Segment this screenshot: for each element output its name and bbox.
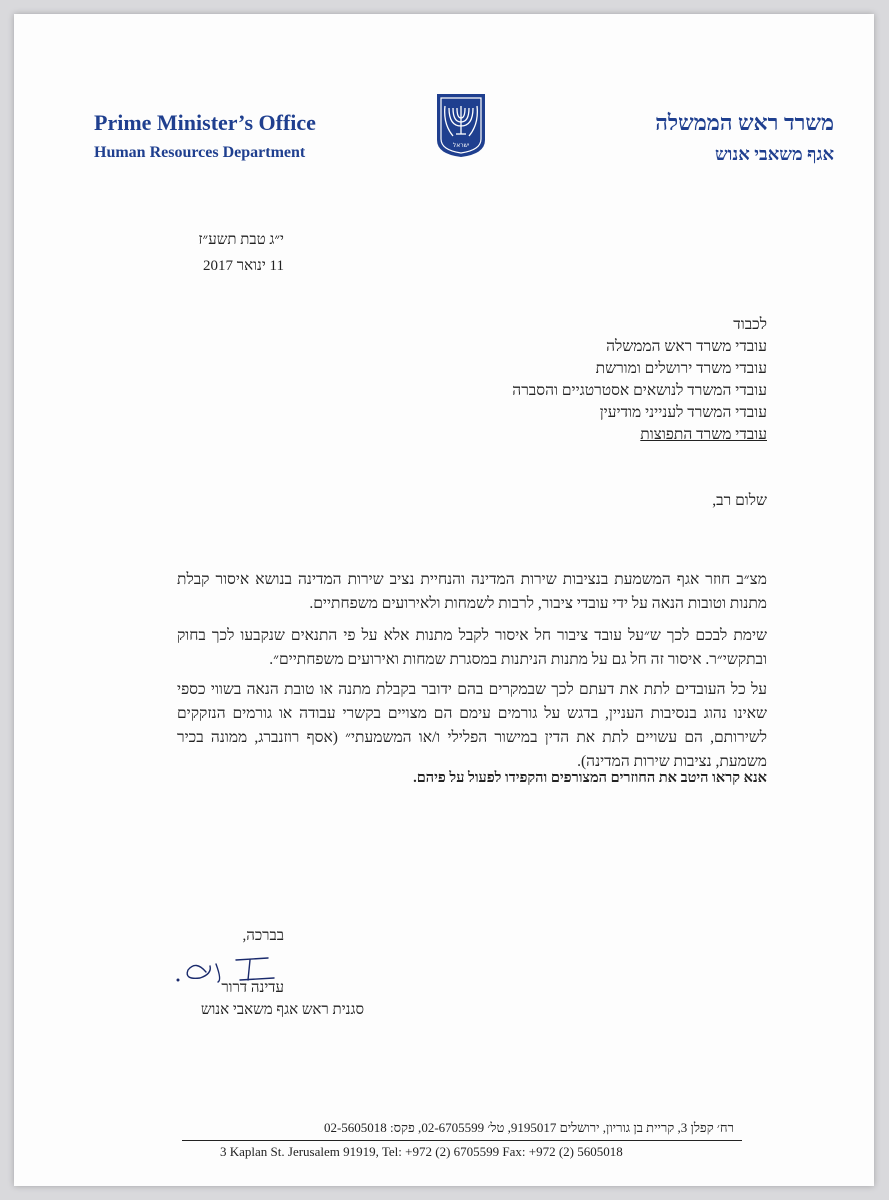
- letterhead-he-title: משרד ראש הממשלה: [655, 110, 834, 135]
- addressee-line: עובדי המשרד לנושאים אסטרטגיים והסברה: [512, 382, 767, 399]
- gregorian-date: 11 ינואר 2017: [203, 258, 284, 274]
- letterhead-en-subtitle: Human Resources Department: [94, 144, 306, 161]
- handwritten-signature: [166, 950, 286, 984]
- footer-divider: [182, 1140, 742, 1141]
- signatory-name: עדינה דרור: [221, 980, 284, 996]
- body-paragraph: שימת לבכם לכך ש״על עובד ציבור חל איסור לקבל מתנות אלא על פי התנאים שנקבעו לכך בחוק ובתקשי״ר. איסור זה חל גם על מתנות הניתנות במסגרת שמחות ואירועים משפחתיים״.: [177, 627, 767, 668]
- addressee-line: לכבוד: [733, 316, 767, 333]
- addressee-line: עובדי משרד ירושלים ומורשת: [595, 360, 767, 377]
- footer-address-english: 3 Kaplan St. Jerusalem 91919, Tel: +972 (2) 6705599 Fax: +972 (2) 5605018: [220, 1144, 623, 1159]
- addressee-line: עובדי משרד התפוצות: [640, 426, 767, 443]
- footer-address-hebrew: רח׳ קפלן 3, קריית בן גוריון, ירושלים 9195017, טל׳ 02-6705599, פקס: 02-5605018: [323, 1120, 734, 1135]
- addressee-line: עובדי משרד ראש הממשלה: [606, 338, 767, 355]
- signature-salutation: בברכה,: [242, 928, 284, 944]
- addressee-line: עובדי המשרד לענייני מודיעין: [599, 404, 767, 421]
- state-emblem-icon: [435, 92, 487, 158]
- body-paragraph: על כל העובדים לתת את דעתם לכך שבמקרים בהם ידובר בקבלת מתנה או טובת הנאה בשווי כספי שאינו נהוג בנסיבות העניין, בדגש על גורמים עימם הם מצויים בקשרי עבודה או גורמים הנזקקים לשירותם, הם עשויים לתת את הדין במישור הפלילי ו/או המשמעתי״ (אסף רוזנברג, ממונה בכיר משמעת, נציבות שירות המדינה).: [177, 681, 767, 770]
- signatory-title: סגנית ראש אגף משאבי אנוש: [200, 1002, 364, 1018]
- greeting: שלום רב,: [712, 492, 767, 509]
- letter-page: [14, 14, 874, 1186]
- hebrew-date: י״ג טבת תשע״ז: [198, 232, 284, 248]
- letterhead-en-title: Prime Minister’s Office: [94, 110, 316, 135]
- emblem-caption: ישראל: [452, 142, 470, 149]
- body-paragraph: מצ״ב חוזר אגף המשמעת בנציבות שירות המדינה והנחיית נציב שירות המדינה בנושא איסור קבלת מתנות וטובות הנאה על ידי עובדי ציבור, לרבות לשמחות ולאירועים משפחתיים.: [177, 571, 767, 612]
- letterhead-he-subtitle: אגף משאבי אנוש: [715, 144, 834, 164]
- closing-instruction: אנא קראו היטב את החוזרים המצורפים והקפידו לפעול על פיהם.: [413, 770, 767, 786]
